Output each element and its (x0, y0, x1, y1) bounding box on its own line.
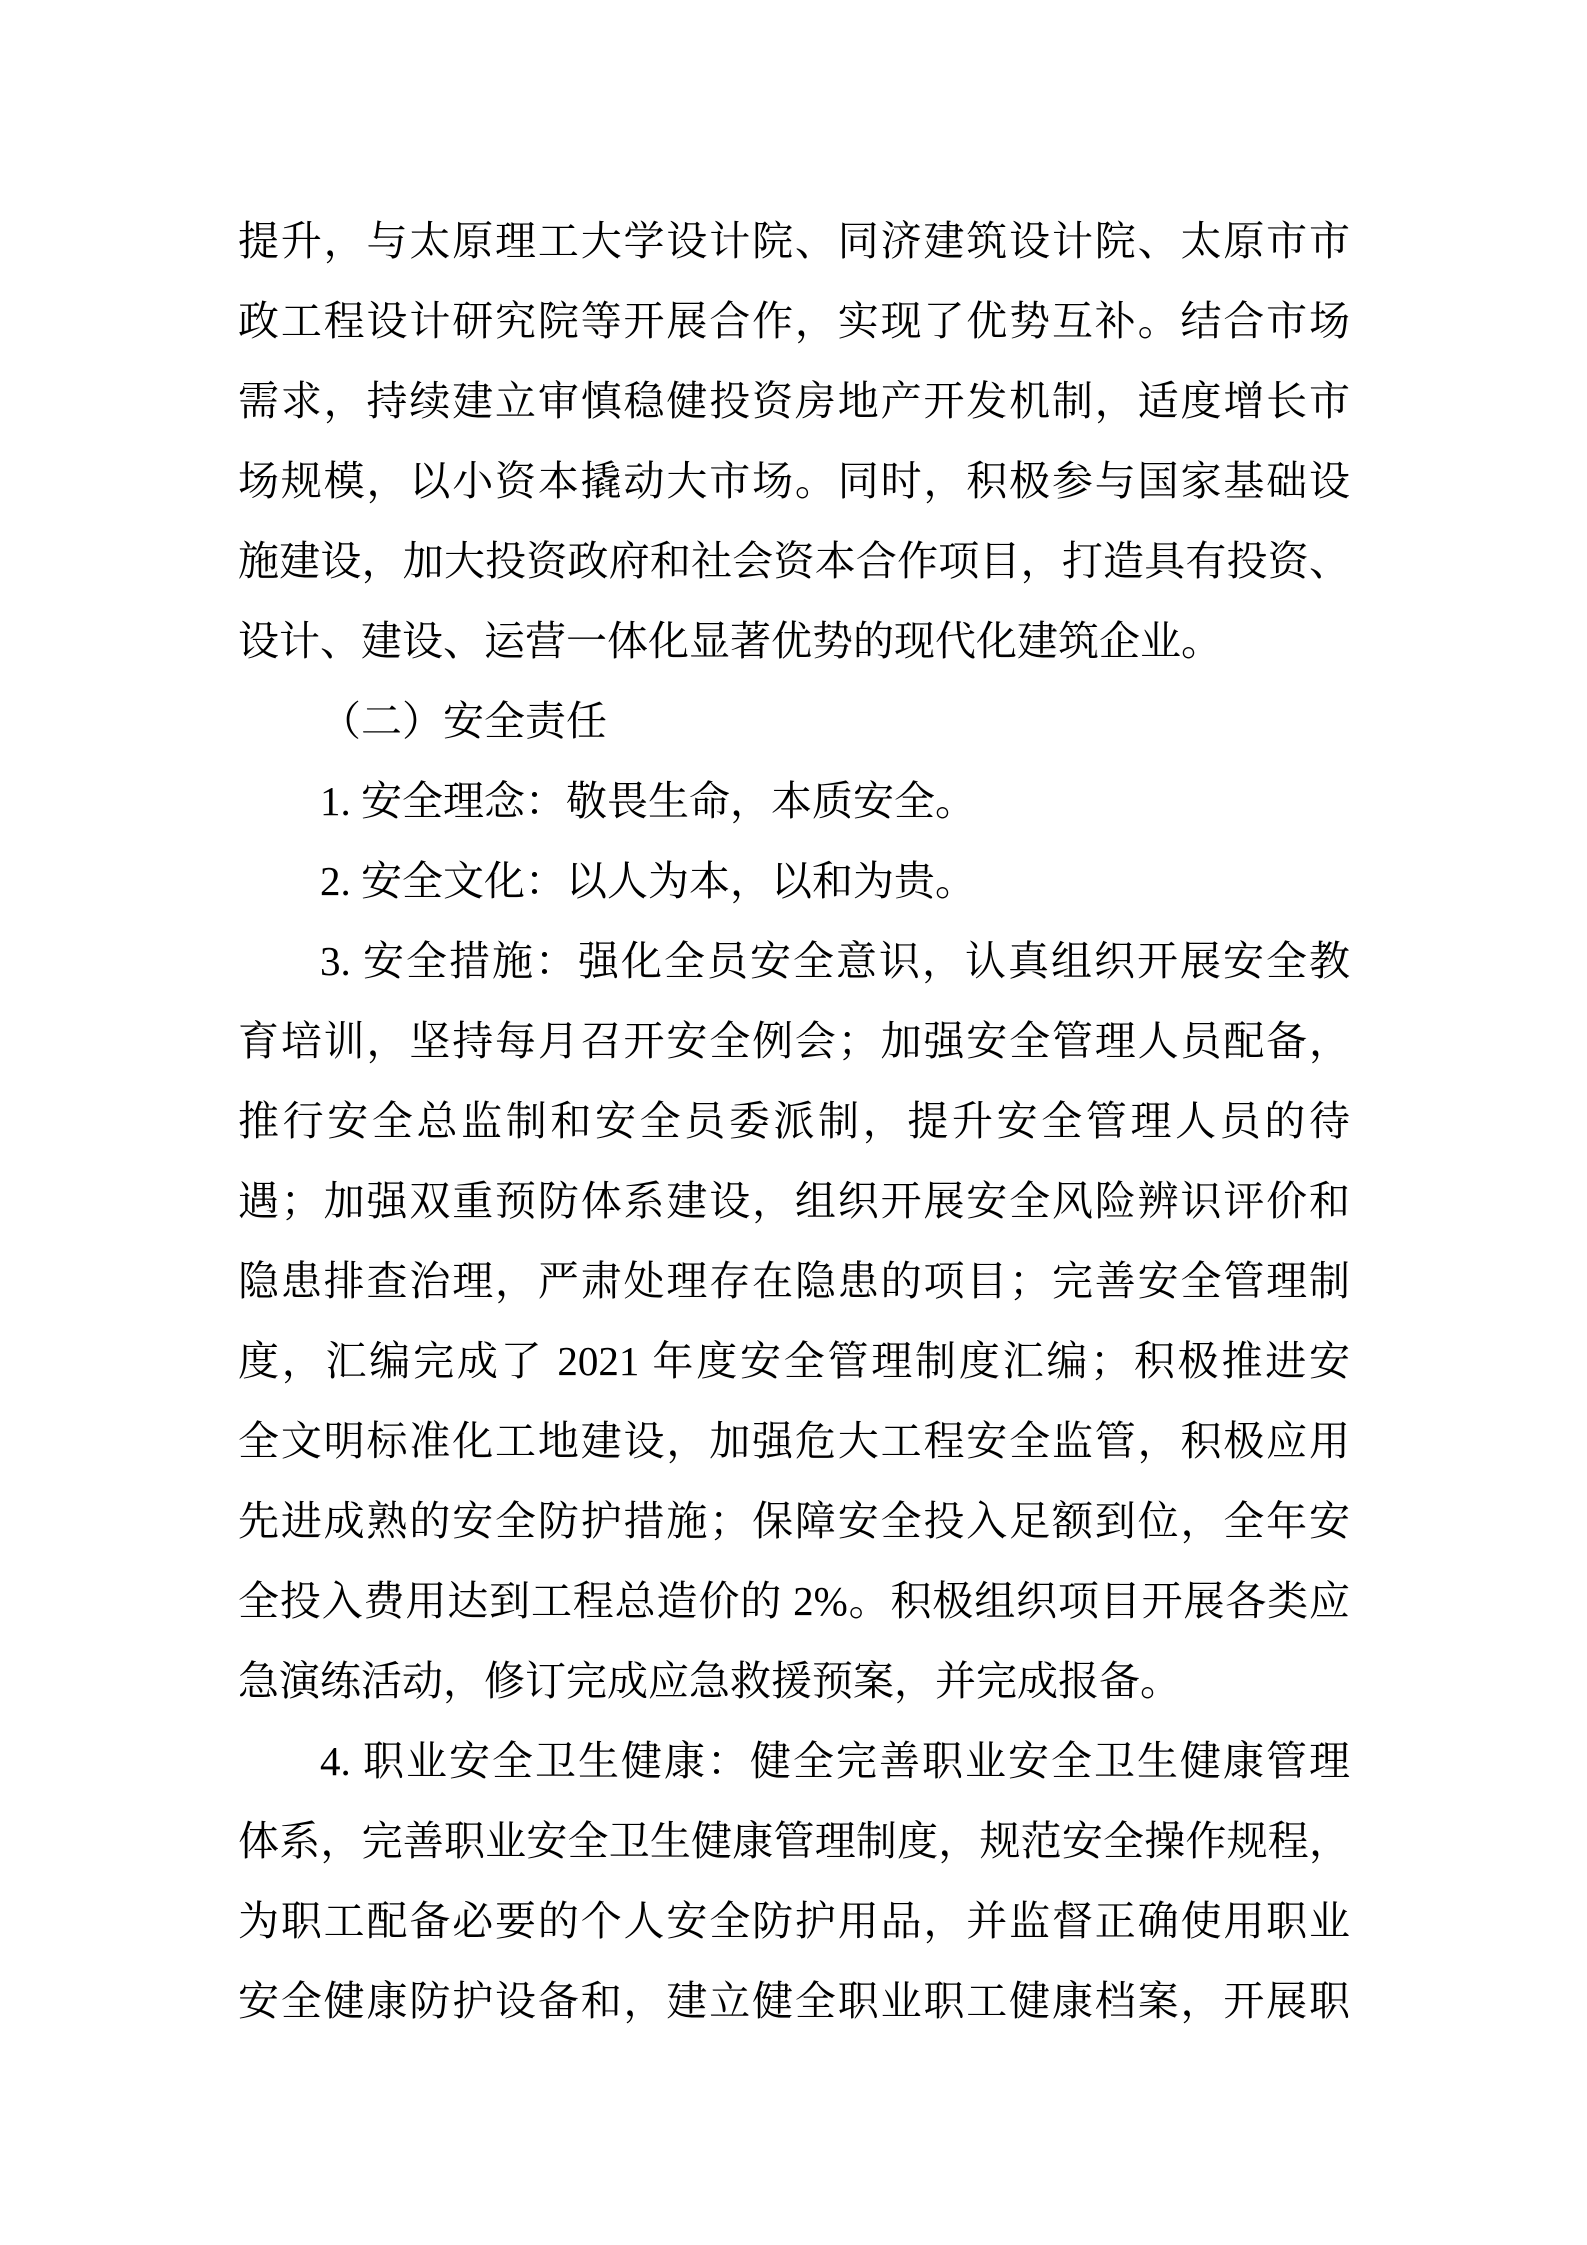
text-line: 遇；加强双重预防体系建设，组织开展安全风险辨识评价和 (238, 1178, 1350, 1224)
text-line: 育培训，坚持每月召开安全例会；加强安全管理人员配备， (238, 1018, 1350, 1064)
text-line: 度，汇编完成了 2021 年度安全管理制度汇编；积极推进安 (238, 1338, 1350, 1384)
text-line: 1. 安全理念：敬畏生命，本质安全。 (320, 778, 976, 824)
text-line: 体系，完善职业安全卫生健康管理制度，规范安全操作规程， (238, 1818, 1350, 1864)
text-line: 提升，与太原理工大学设计院、同济建筑设计院、太原市市 (238, 218, 1350, 264)
text-line: 设计、建设、运营一体化显著优势的现代化建筑企业。 (238, 618, 1222, 664)
text-line: 3. 安全措施：强化全员安全意识，认真组织开展安全教 (320, 938, 1350, 984)
text-line: 安全健康防护设备和，建立健全职业职工健康档案，开展职 (238, 1978, 1350, 2024)
text-line: 4. 职业安全卫生健康：健全完善职业安全卫生健康管理 (320, 1738, 1350, 1784)
text-line: 急演练活动，修订完成应急救援预案，并完成报备。 (238, 1658, 1181, 1704)
text-line: 全文明标准化工地建设，加强危大工程安全监管，积极应用 (238, 1418, 1350, 1464)
text-line: 2. 安全文化：以人为本，以和为贵。 (320, 858, 976, 904)
text-line: 推行安全总监制和安全员委派制，提升安全管理人员的待 (238, 1098, 1350, 1144)
text-line: 先进成熟的安全防护措施；保障安全投入足额到位，全年安 (238, 1498, 1350, 1544)
document-body (238, 201, 1350, 2041)
text-line: 施建设，加大投资政府和社会资本合作项目，打造具有投资、 (238, 538, 1350, 584)
text-line: 隐患排查治理，严肃处理存在隐患的项目；完善安全管理制 (238, 1258, 1350, 1304)
text-line: 需求，持续建立审慎稳健投资房地产开发机制，适度增长市 (238, 378, 1350, 424)
text-line: 为职工配备必要的个人安全防护用品，并监督正确使用职业 (238, 1898, 1350, 1944)
text-line: 场规模，以小资本撬动大市场。同时，积极参与国家基础设 (238, 458, 1350, 504)
text-line: 政工程设计研究院等开展合作，实现了优势互补。结合市场 (238, 298, 1350, 344)
text-line: （二）安全责任 (320, 698, 607, 744)
text-line: 全投入费用达到工程总造价的 2%。积极组织项目开展各类应 (238, 1578, 1350, 1624)
